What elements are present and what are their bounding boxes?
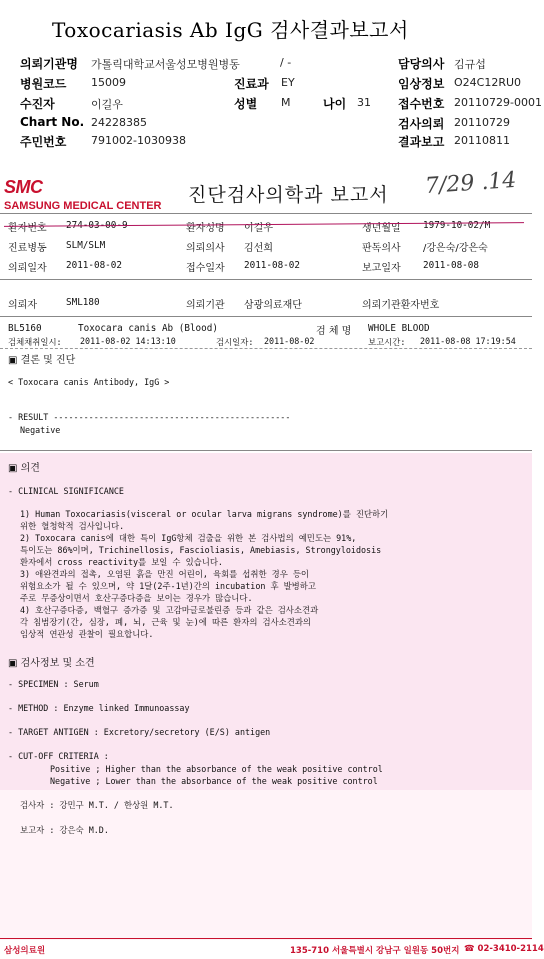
report-time-value: 2011-08-08 17:19:54	[420, 336, 516, 346]
list-item: 특이도는 86%이며, Trichinellosis, Fascioliasis, Amebiasis, Strongyloidosis	[20, 545, 382, 555]
patient-label: 의뢰의사	[186, 243, 225, 254]
lab-report-title: 진단검사의학과 보고서	[188, 184, 389, 206]
list-item: 3) 애완견과의 접촉, 오염된 흙을 만진 어린이, 육회를 섭취한 경우 등이	[20, 569, 310, 579]
summary-label: 임상정보	[398, 77, 445, 91]
patient-value: SLM/SLM	[66, 240, 106, 251]
list-item: 각 침범장기(간, 심장, 폐, 뇌, 근육 및 눈)에 따른 환자의 검사소견과의	[20, 617, 312, 627]
summary-label: 결과보고	[398, 135, 445, 149]
positive-criteria: Positive ; Higher than the absorbance of the weak positive control	[50, 764, 383, 774]
summary-label: 나이	[323, 97, 347, 111]
patient-value: 2011-08-02	[244, 260, 300, 271]
clinical-significance-line: - CLINICAL SIGNIFICANCE	[8, 486, 124, 496]
summary-value: 31	[357, 96, 371, 109]
list-item: 1) Human Toxocariasis(visceral or ocular larva migrans syndrome)를 진단하기	[20, 509, 389, 519]
footer-phone: ☎ 02-3410-2114	[464, 944, 544, 954]
scanned-lab-report	[0, 163, 544, 958]
summary-value: 24228385	[91, 116, 147, 129]
collect-value: 2011-08-02 14:13:10	[80, 336, 176, 346]
divider	[0, 316, 532, 317]
patient-label: 환자번호	[8, 223, 47, 234]
requester-value: SML180	[66, 297, 100, 308]
result-value: Negative	[20, 425, 61, 435]
report-summary-title: Toxocariasis Ab IgG 검사결과보고서	[52, 18, 409, 42]
summary-value: 20110729-0001	[454, 96, 542, 109]
summary-label: Chart No.	[20, 115, 85, 129]
summary-label: 성별	[234, 97, 258, 111]
info-section-background	[0, 790, 532, 940]
requester-value: 삼광의료재단	[244, 300, 302, 311]
patient-value: 이길우	[244, 223, 273, 234]
section-conclusion: ▣ 결론 및 진단	[8, 355, 76, 366]
summary-label: 주민번호	[20, 135, 67, 149]
footer-address: 135-710 서울특별시 강남구 일원동 50번지	[290, 946, 460, 956]
patient-label: 보고일자	[362, 263, 401, 274]
divider	[0, 450, 532, 451]
collect-label: 검체채취일시:	[8, 337, 62, 347]
divider	[0, 213, 532, 214]
summary-label: 수진자	[20, 97, 55, 111]
divider	[0, 279, 532, 280]
summary-value: / -	[280, 56, 292, 69]
summary-value: O24C12RU0	[454, 76, 522, 89]
patient-value: 김선희	[244, 243, 273, 254]
negative-criteria: Negative ; Lower than the absorbance of the weak positive control	[50, 776, 378, 786]
list-item: 환자에서 cross reactivity를 보일 수 있습니다.	[20, 557, 223, 567]
summary-value: EY	[281, 76, 295, 89]
reporter-line: 보고자 : 강은숙 M.D.	[20, 825, 109, 835]
specimen-value: WHOLE BLOOD	[368, 323, 430, 334]
list-item: 2) Toxocara canis에 대한 특이 IgG항체 검출을 위한 본 검사법의 예민도는 91%,	[20, 533, 357, 543]
summary-value: M	[281, 96, 291, 109]
summary-label: 검사의뢰	[398, 117, 445, 131]
list-item: 위한 혈청학적 검사입니다.	[20, 521, 125, 531]
test-code: BL5160	[8, 323, 42, 334]
report-time-label: 보고시간:	[368, 337, 406, 347]
summary-value: 이길우	[91, 98, 123, 111]
summary-label: 병원코드	[20, 77, 67, 91]
patient-value: 274-03-00-9	[66, 220, 128, 231]
summary-label: 의뢰기관명	[20, 57, 78, 71]
tester-line: 검사자 : 강민구 M.T. / 한상원 M.T.	[20, 800, 174, 810]
logo-mark: SMC	[4, 177, 43, 197]
test-name: Toxocara canis Ab (Blood)	[78, 323, 218, 334]
summary-value: 김규섭	[454, 58, 486, 71]
handwritten-note: 7/29 .14	[424, 167, 518, 200]
patient-value: 1979-10-02/M	[423, 220, 491, 231]
footer-org: 삼성의료원	[4, 946, 46, 956]
patient-value: 2011-08-02	[66, 260, 122, 271]
test-date-value: 2011-08-02	[264, 336, 315, 346]
patient-label: 의뢰일자	[8, 263, 47, 274]
method-line: - METHOD : Enzyme linked Immunoassay	[8, 703, 190, 713]
patient-label: 판독의사	[362, 243, 401, 254]
specimen-label: 검 체 명	[316, 326, 352, 337]
requester-label: 의뢰자	[8, 300, 37, 311]
patient-value: 2011-08-08	[423, 260, 479, 271]
cutoff-line: - CUT-OFF CRITERIA :	[8, 751, 109, 761]
summary-value: 791002-1030938	[91, 134, 186, 147]
requester-label: 의뢰기관	[186, 300, 225, 311]
target-antigen-line: - TARGET ANTIGEN : Excretory/secretory (E/S) antigen	[8, 727, 271, 737]
logo-name: SAMSUNG MEDICAL CENTER	[4, 200, 162, 212]
summary-value: 가톨릭대학교서울성모병원병동	[91, 58, 240, 71]
test-date-label: 검시일자:	[216, 337, 254, 347]
section-opinion: ▣ 의견	[8, 463, 40, 474]
summary-label: 진료과	[234, 77, 269, 91]
summary-value: 20110729	[454, 116, 510, 129]
summary-label: 담당의사	[398, 57, 445, 71]
summary-value: 15009	[91, 76, 126, 89]
patient-value: /강은숙/강은숙	[423, 243, 488, 254]
section-test-info: ▣ 검사정보 및 소견	[8, 658, 95, 669]
requester-label: 의뢰기관환자번호	[362, 300, 440, 311]
patient-label: 환자성명	[186, 223, 225, 234]
list-item: 위험요소가 될 수 있으며, 약 1달(2주-1년)간의 incubation 후 발병하고	[20, 581, 316, 591]
summary-value: 20110811	[454, 134, 510, 147]
summary-label: 접수번호	[398, 97, 445, 111]
list-item: 4) 호산구증다증, 백혈구 증가증 및 고감마글로불린증 등과 같은 검사소견과	[20, 605, 319, 615]
list-item: 임상적 연관성 관찰이 필요합니다.	[20, 629, 154, 639]
report-footer	[0, 938, 544, 959]
smc-logo	[4, 177, 161, 212]
divider	[0, 348, 532, 349]
patient-label: 진료병동	[8, 243, 47, 254]
list-item: 주로 무증상이면서 호산구증다증을 보이는 경우가 많습니다.	[20, 593, 253, 603]
patient-label: 생년월일	[362, 223, 401, 234]
specimen-line: - SPECIMEN : Serum	[8, 679, 99, 689]
result-line: - RESULT -----------------------------------------------	[8, 412, 291, 422]
antibody-line: < Toxocara canis Antibody, IgG >	[8, 377, 170, 387]
patient-label: 접수일자	[186, 263, 225, 274]
